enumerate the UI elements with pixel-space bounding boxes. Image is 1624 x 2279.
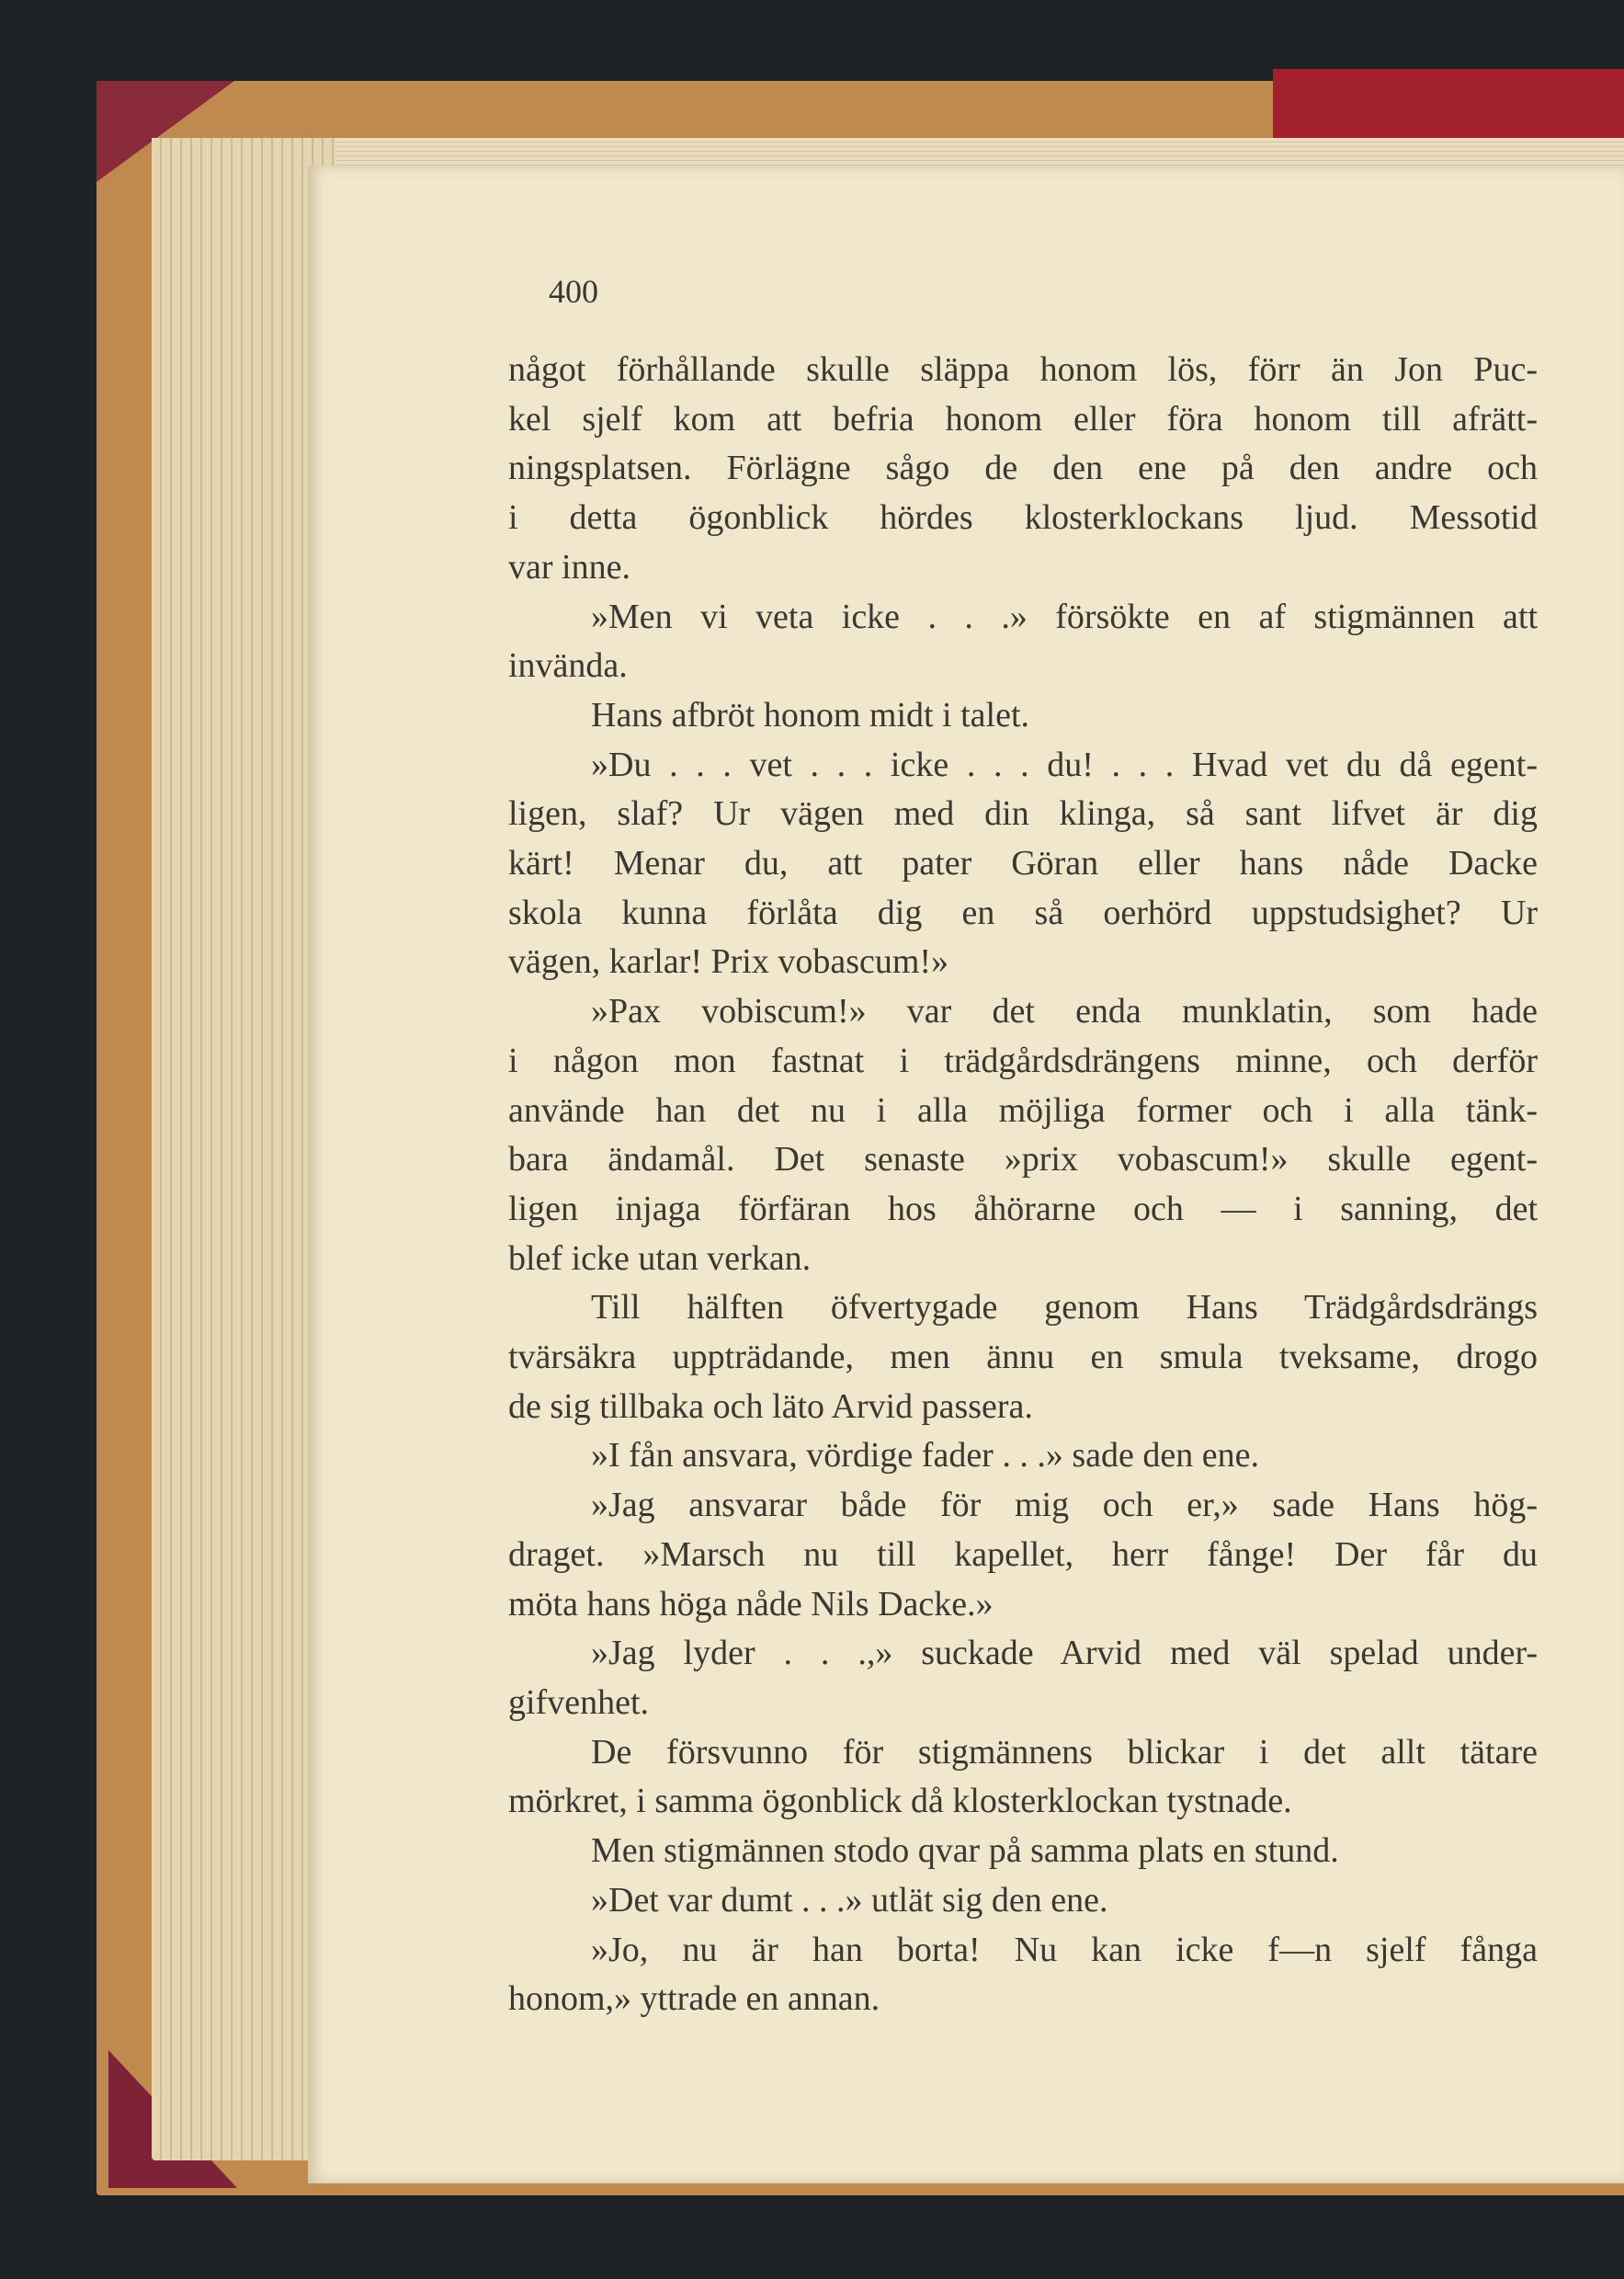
text-line: »Det var dumt . . .» utlät sig den ene. <box>591 1880 1108 1920</box>
text-line: kärt! Menar du, att pater Göran eller hans nåde Dacke <box>508 844 1538 883</box>
text-line: var inne. <box>508 547 630 587</box>
text-line: använde han det nu i alla möjliga former och i alla tänk- <box>508 1090 1538 1130</box>
text-line: i någon mon fastnat i trädgårdsdrängens minne, och derför <box>508 1041 1538 1080</box>
text-line: Men stigmännen stodo qvar på samma plats en stund. <box>591 1831 1339 1871</box>
text-line: kel sjelf kom att befria honom eller föra honom till afrätt- <box>508 399 1538 439</box>
text-line: draget. »Marsch nu till kapellet, herr fånge! Der får du <box>508 1534 1538 1574</box>
text-line: Till hälften öfvertygade genom Hans Trädgårdsdrängs <box>591 1288 1538 1328</box>
text-line: mörkret, i samma ögonblick då klosterklockan tystnade. <box>508 1782 1292 1821</box>
text-line: bara ändamål. Det senaste »prix vobascum!» skulle egent- <box>508 1140 1538 1179</box>
page-number: 400 <box>549 273 598 310</box>
text-line: tvärsäkra uppträdande, men ännu en smula tveksame, drogo <box>508 1338 1538 1377</box>
text-line: ningsplatsen. Förlägne sågo de den ene på den andre och <box>508 449 1538 488</box>
text-line: ligen injaga förfäran hos åhörarne och — i sanning, det <box>508 1189 1538 1228</box>
text-line: »Jag ansvarar både för mig och er,» sade Hans hög- <box>591 1486 1538 1525</box>
text-line: skola kunna förlåta dig en så oerhörd uppstudsighet? Ur <box>508 893 1538 932</box>
text-line: »Jag lyder . . .,» suckade Arvid med väl spelad under- <box>591 1634 1538 1673</box>
text-line: de sig tillbaka och läto Arvid passera. <box>508 1386 1033 1426</box>
text-line: gifvenhet. <box>508 1682 650 1722</box>
text-line: »Du . . . vet . . . icke . . . du! . . . Hvad vet du då egent- <box>591 745 1538 784</box>
text-line: Hans afbröt honom midt i talet. <box>591 695 1030 735</box>
text-line: möta hans höga nåde Nils Dacke.» <box>508 1584 994 1624</box>
body-text <box>508 346 1538 2024</box>
text-line: invända. <box>508 646 628 686</box>
text-line: vägen, karlar! Prix vobascum!» <box>508 942 949 982</box>
text-line: något förhållande skulle släppa honom lös, förr än Jon Puc- <box>508 350 1538 389</box>
text-line: honom,» yttrade en annan. <box>508 1979 880 2019</box>
text-line: ligen, slaf? Ur vägen med din klinga, så sant lifvet är dig <box>508 794 1538 834</box>
text-line: blef icke utan verkan. <box>508 1238 812 1278</box>
text-line: De försvunno för stigmännens blickar i det allt tätare <box>591 1732 1538 1772</box>
text-line: »Pax vobiscum!» var det enda munklatin, som hade <box>591 992 1538 1031</box>
text-line: »Men vi veta icke . . .» försökte en af stigmännen att <box>591 597 1538 636</box>
book-page <box>308 165 1624 2183</box>
text-line: »I fån ansvara, vördige fader . . .» sade den ene. <box>591 1436 1259 1476</box>
text-line: »Jo, nu är han borta! Nu kan icke f—n sjelf fånga <box>591 1930 1538 1969</box>
text-line: i detta ögonblick hördes klosterklockans ljud. Messotid <box>508 498 1538 538</box>
